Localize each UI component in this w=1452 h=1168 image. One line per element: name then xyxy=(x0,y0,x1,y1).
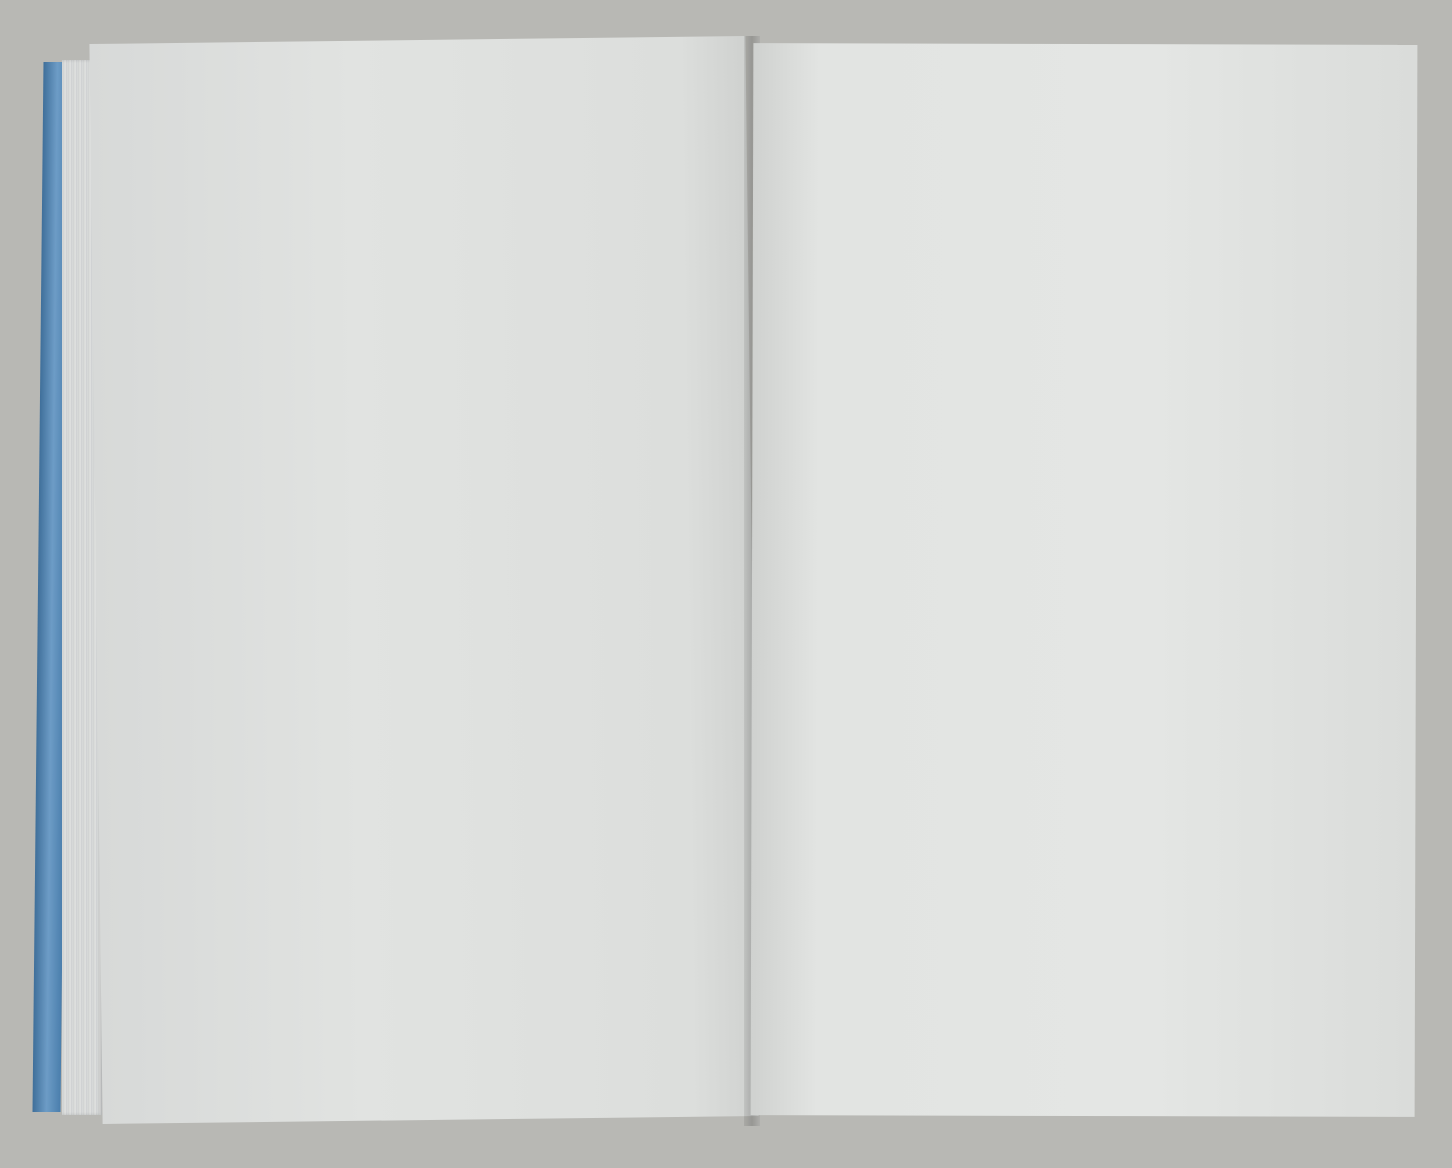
right-page xyxy=(751,43,1418,1117)
left-page xyxy=(89,36,758,1124)
reference-list xyxy=(89,36,745,44)
